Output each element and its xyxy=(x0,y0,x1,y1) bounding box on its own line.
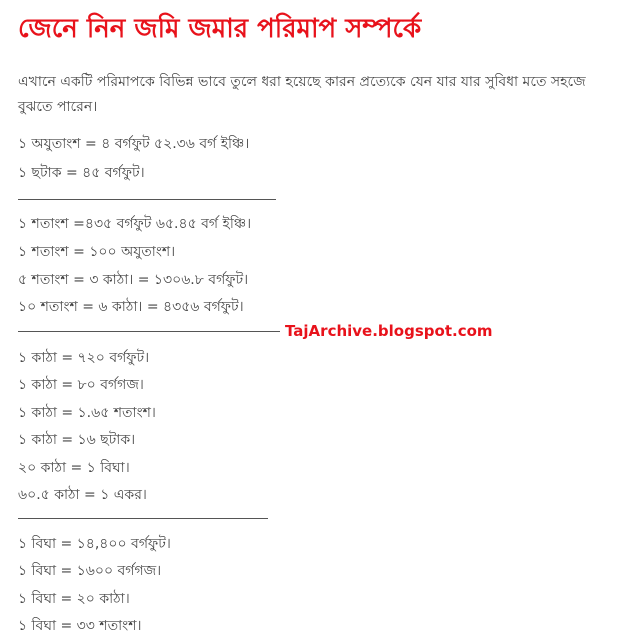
watermark-text: TajArchive.blogspot.com xyxy=(285,322,493,340)
list-item: ১ বিঘা = ১৬০০ বর্গগজ। xyxy=(18,563,162,579)
list-item: ১ অযুতাংশ = ৪ বর্গফুট ৫২.৩৬ বর্গ ইঞ্চি। xyxy=(18,136,250,152)
list-item: ১ ছটাক = ৪৫ বর্গফুট। xyxy=(18,165,145,181)
list-item: ১ বিঘা = ২০ কাঠা। xyxy=(18,591,130,607)
list-item: ১০ শতাংশ = ৬ কাঠা। = ৪৩৫৬ বর্গফুট। xyxy=(18,299,244,315)
list-item: ১ কাঠা = ১৬ ছটাক। xyxy=(18,432,136,448)
list-item: ২০ কাঠা = ১ বিঘা। xyxy=(18,460,130,476)
divider xyxy=(18,331,280,332)
page-title: জেনে নিন জমি জমার পরিমাপ সম্পর্কে xyxy=(18,14,422,44)
list-item: ১ কাঠা = ১.৬৫ শতাংশ। xyxy=(18,405,156,421)
list-item: ১ বিঘা = ৩৩ শতাংশ। xyxy=(18,618,142,634)
list-item: ১ শতাংশ =৪৩৫ বর্গফুট ৬৫.৪৫ বর্গ ইঞ্চি। xyxy=(18,216,252,232)
list-item: ৬০.৫ কাঠা = ১ একর। xyxy=(18,487,147,503)
list-item: ১ শতাংশ = ১০০ অযুতাংশ। xyxy=(18,244,176,260)
intro-paragraph: এখানে একটি পরিমাপকে বিভিন্ন ভাবে তুলে ধরা হয়েছে কারন প্রত্যেকে যেন যার যার সুবিধা মতে সহজে বুঝতে পারেন। xyxy=(18,74,586,115)
list-item: ১ কাঠা = ৭২০ বর্গফুট। xyxy=(18,350,150,366)
list-item: ১ কাঠা = ৮০ বর্গগজ। xyxy=(18,377,144,393)
list-item: ১ বিঘা = ১৪,৪০০ বর্গফুট। xyxy=(18,536,171,552)
divider xyxy=(18,518,268,519)
divider xyxy=(18,199,276,200)
list-item: ৫ শতাংশ = ৩ কাঠা। = ১৩০৬.৮ বর্গফুট। xyxy=(18,272,249,288)
